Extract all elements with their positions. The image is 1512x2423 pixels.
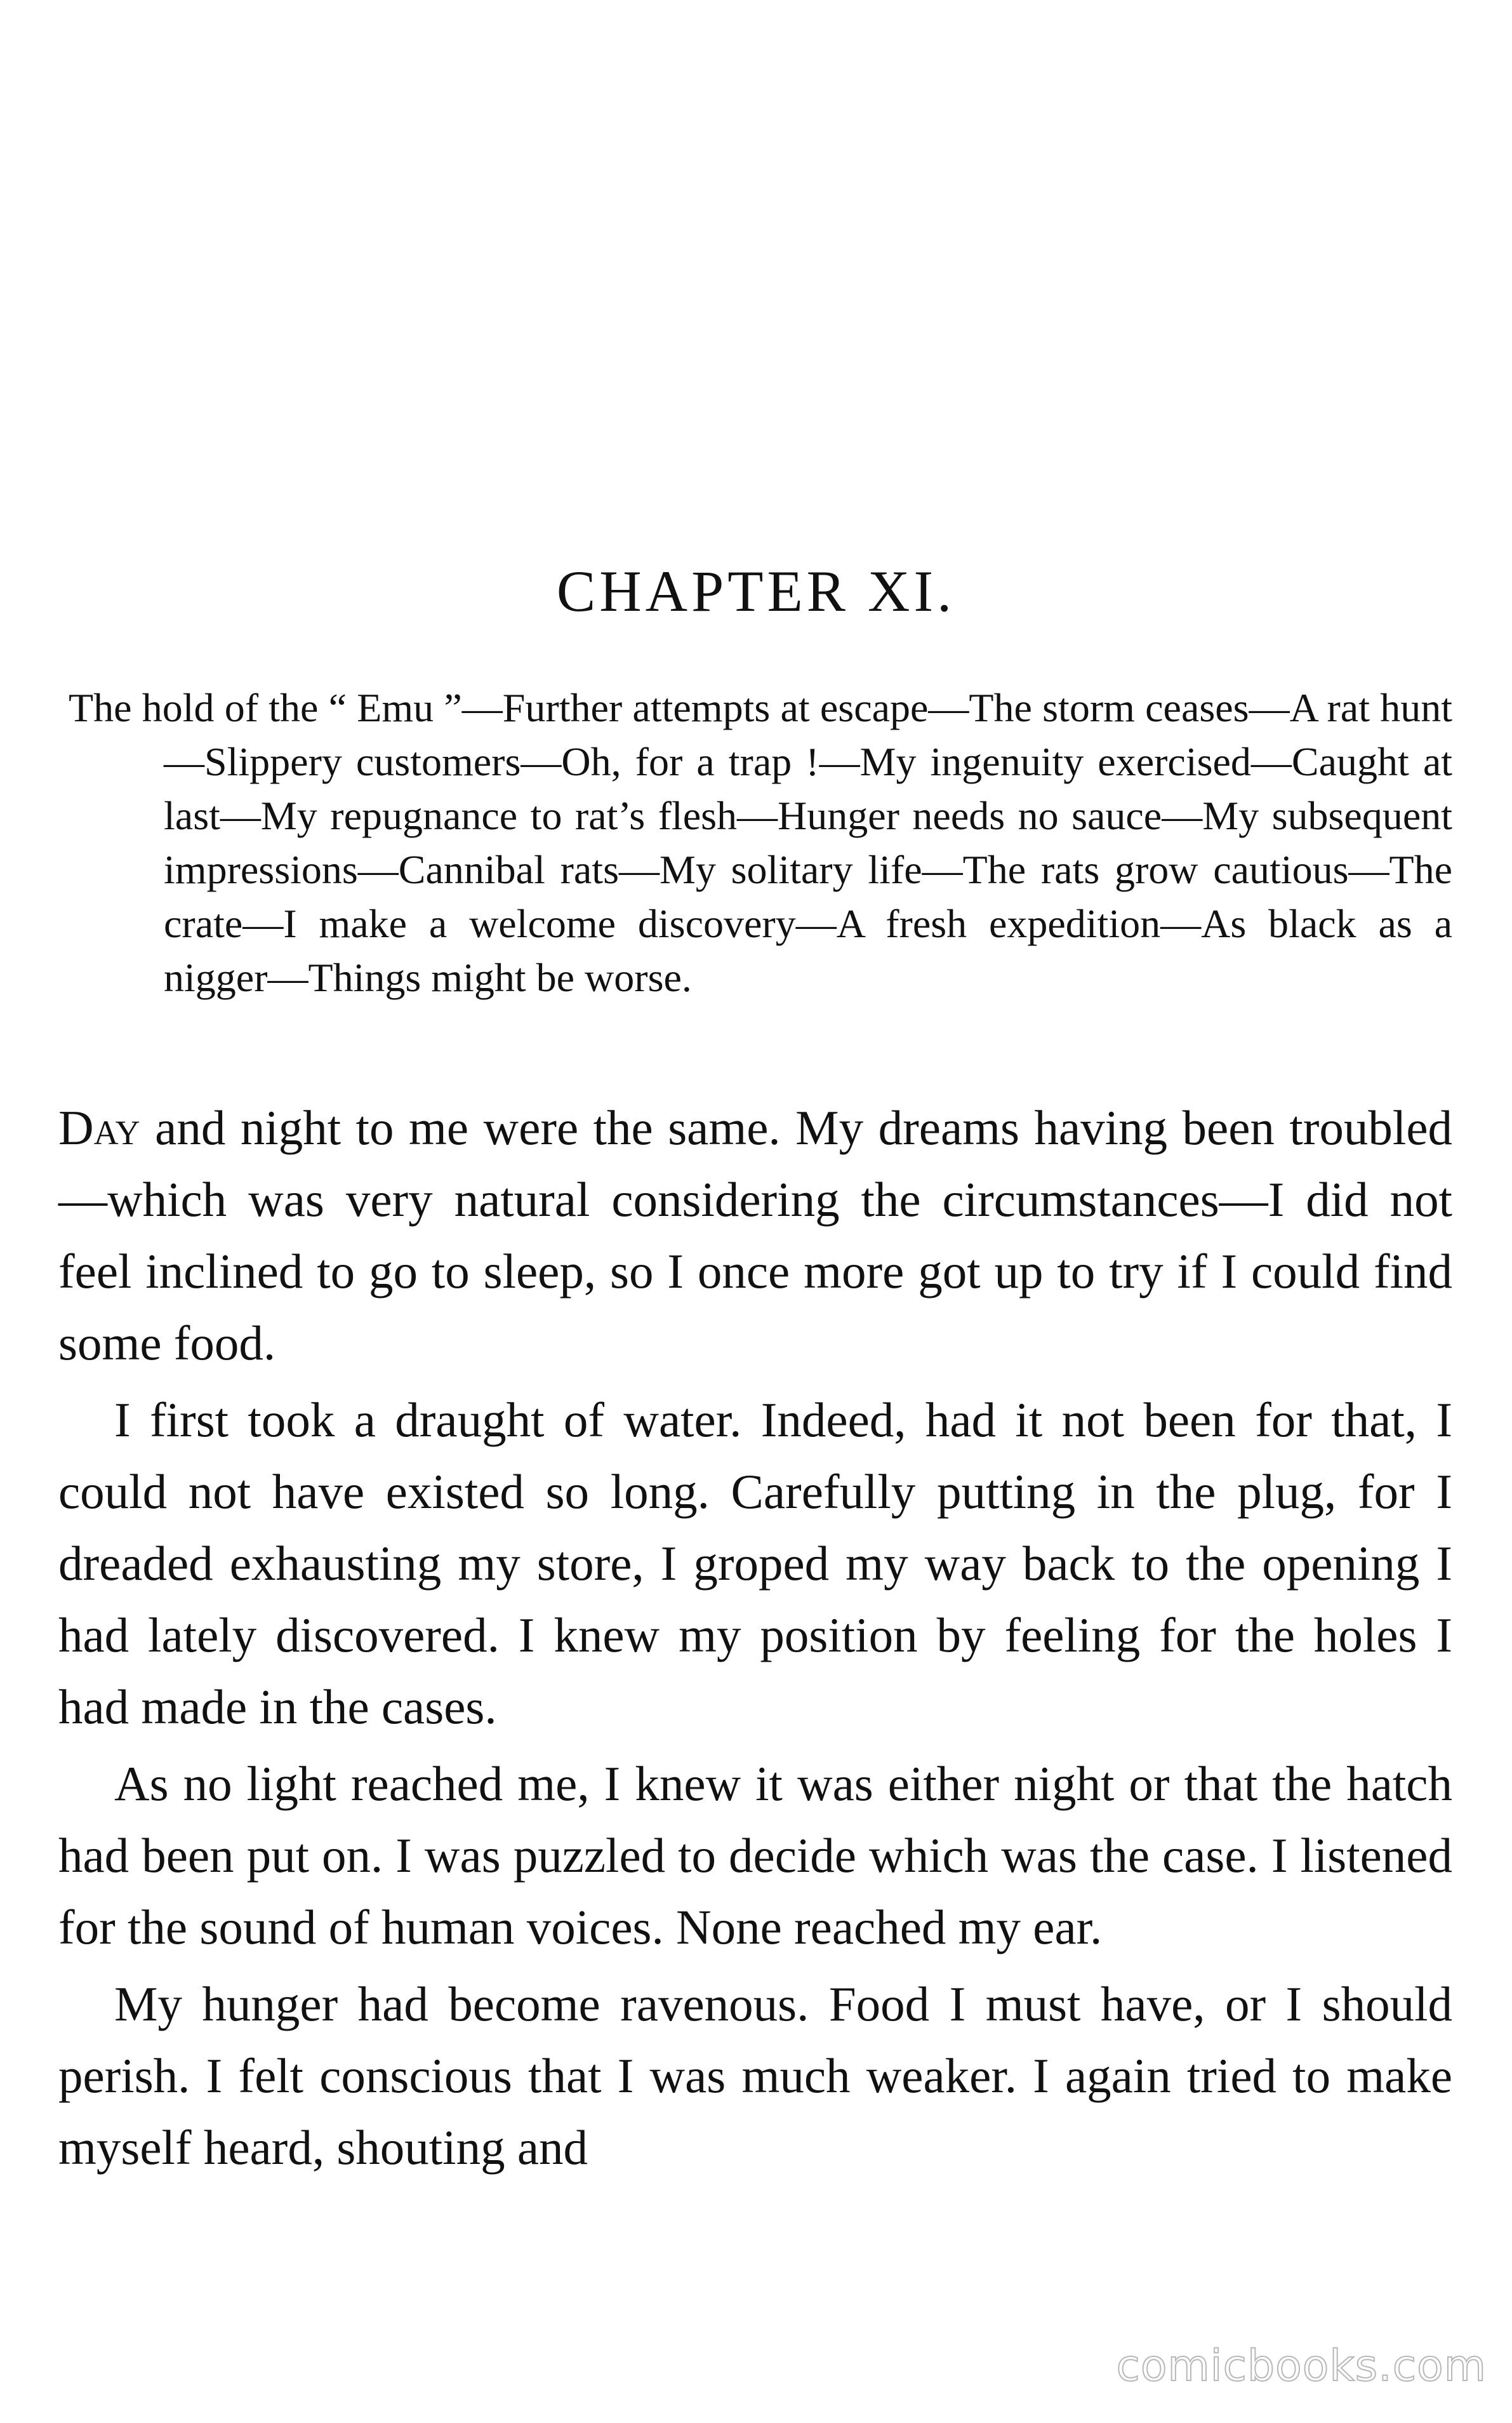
paragraph-3: As no light reached me, I knew it was either night or that the hatch had been put on. I was puzzled to decide which was the case. I listened for the sound of human voices. None reached my ear. xyxy=(58,1756,1452,1954)
chapter-synopsis: The hold of the “ Emu ”—Further attempts at escape—The storm ceases—A rat hunt—Slippery customers—Oh, for a trap !—My ingenuity exercised—Caught at last—My repugnance to rat’s flesh—Hunger needs no sauce—My subsequent impressions—Cannibal rats—My solitary life—The rats grow cautious—The crate—I make a welcome discovery—A fresh expedition—As black as a nigger—Things might be worse. xyxy=(69,685,1452,1000)
paragraph-2: I first took a draught of water. Indeed, had it not been for that, I could not have existed so long. Carefully putting in the plug, for I dreaded exhausting my store, I groped my way back to the opening I had lately discovered. I knew my position by feeling for the holes I had made in the cases. xyxy=(58,1392,1452,1734)
paragraph-1 xyxy=(58,1092,1452,1379)
paragraph-4: My hunger had become ravenous. Food I must have, or I should perish. I felt conscious that I was much weaker. I again tried to make myself heard, shouting and xyxy=(58,1977,1452,2175)
chapter-heading: CHAPTER XI. xyxy=(556,559,956,624)
opening-word: Day xyxy=(58,1100,140,1155)
watermark: comicbooks.com xyxy=(1116,2341,1487,2391)
paragraph-1-text: and night to me were the same. My dreams having been troubled—which was very natural considering the circumstances—I did not feel inclined to go to sleep, so I once more got up to try if I could find some food. xyxy=(58,1100,1452,1370)
chapter-body xyxy=(58,1092,1452,2184)
